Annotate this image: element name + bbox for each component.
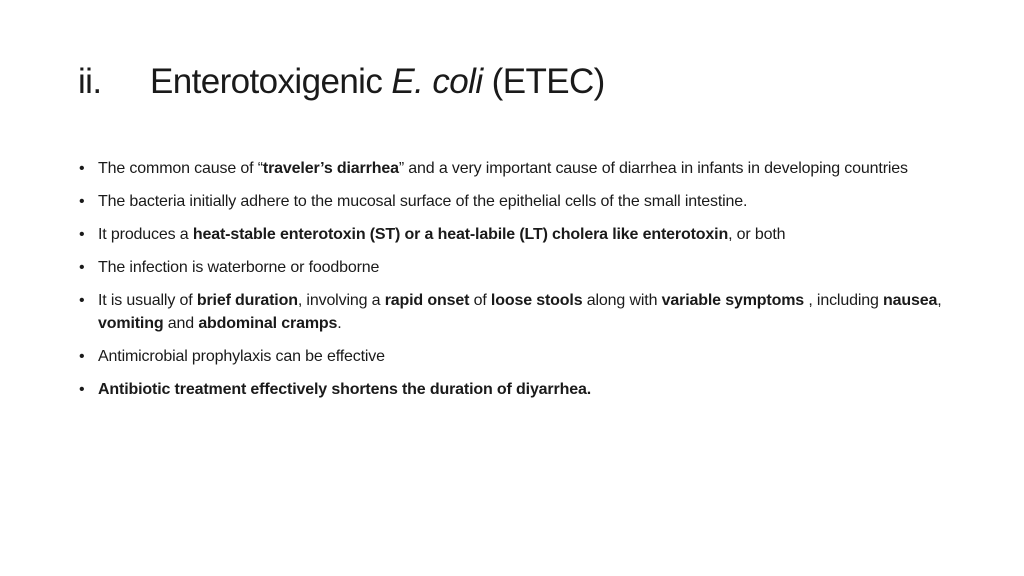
bullet-text: and — [163, 315, 199, 332]
bullet-text: The infection is waterborne or foodborne — [98, 259, 380, 276]
bullet-text-bold: traveler’s diarrhea — [262, 160, 399, 177]
bullet-item — [78, 157, 948, 180]
bullet-text-bold: variable symptoms — [661, 292, 805, 309]
bullet-text: The bacteria initially adhere to the mucosal surface of the epithelial cells of the small intestine. — [98, 193, 748, 210]
bullet-text: Antimicrobial prophylaxis can be effective — [98, 348, 385, 365]
bullet-text: , — [937, 292, 942, 309]
title-organism: E. coli — [391, 62, 483, 101]
bullet-text-bold: brief duration — [196, 292, 298, 309]
bullet-item — [78, 289, 948, 335]
bullet-text-bold: heat-stable enterotoxin (ST) or a heat-labile (LT) cholera like enterotoxin — [192, 226, 729, 243]
bullet-text: It is usually of — [98, 292, 197, 309]
bullet-text: ” and a very important cause of diarrhea in infants in developing countries — [398, 160, 908, 177]
bullet-text-bold: Antibiotic treatment effectively shortens the duration of diyarrhea. — [98, 381, 592, 398]
bullet-text-bold: nausea — [883, 292, 938, 309]
bullet-text: . — [337, 315, 342, 332]
bullet-list — [78, 157, 948, 411]
bullet-item — [78, 345, 948, 368]
bullet-item — [78, 190, 948, 213]
bullet-text: , or both — [728, 226, 786, 243]
bullet-item — [78, 256, 948, 279]
bullet-text-bold: rapid onset — [384, 292, 470, 309]
bullet-item — [78, 378, 948, 401]
bullet-text-bold: abdominal cramps — [198, 315, 338, 332]
bullet-text: along with — [582, 292, 662, 309]
bullet-text: , including — [804, 292, 884, 309]
bullet-text: The common cause of “ — [98, 160, 263, 177]
slide-title — [78, 62, 605, 112]
bullet-text-bold: loose stools — [490, 292, 583, 309]
title-main: Enterotoxigenic — [150, 62, 392, 101]
title-number: ii. — [78, 62, 102, 101]
title-suffix: (ETEC) — [482, 62, 605, 101]
bullet-text: It produces a — [98, 226, 193, 243]
bullet-text: of — [469, 292, 491, 309]
bullet-text: , involving a — [297, 292, 385, 309]
bullet-text-bold: vomiting — [98, 315, 164, 332]
bullet-item — [78, 223, 948, 246]
